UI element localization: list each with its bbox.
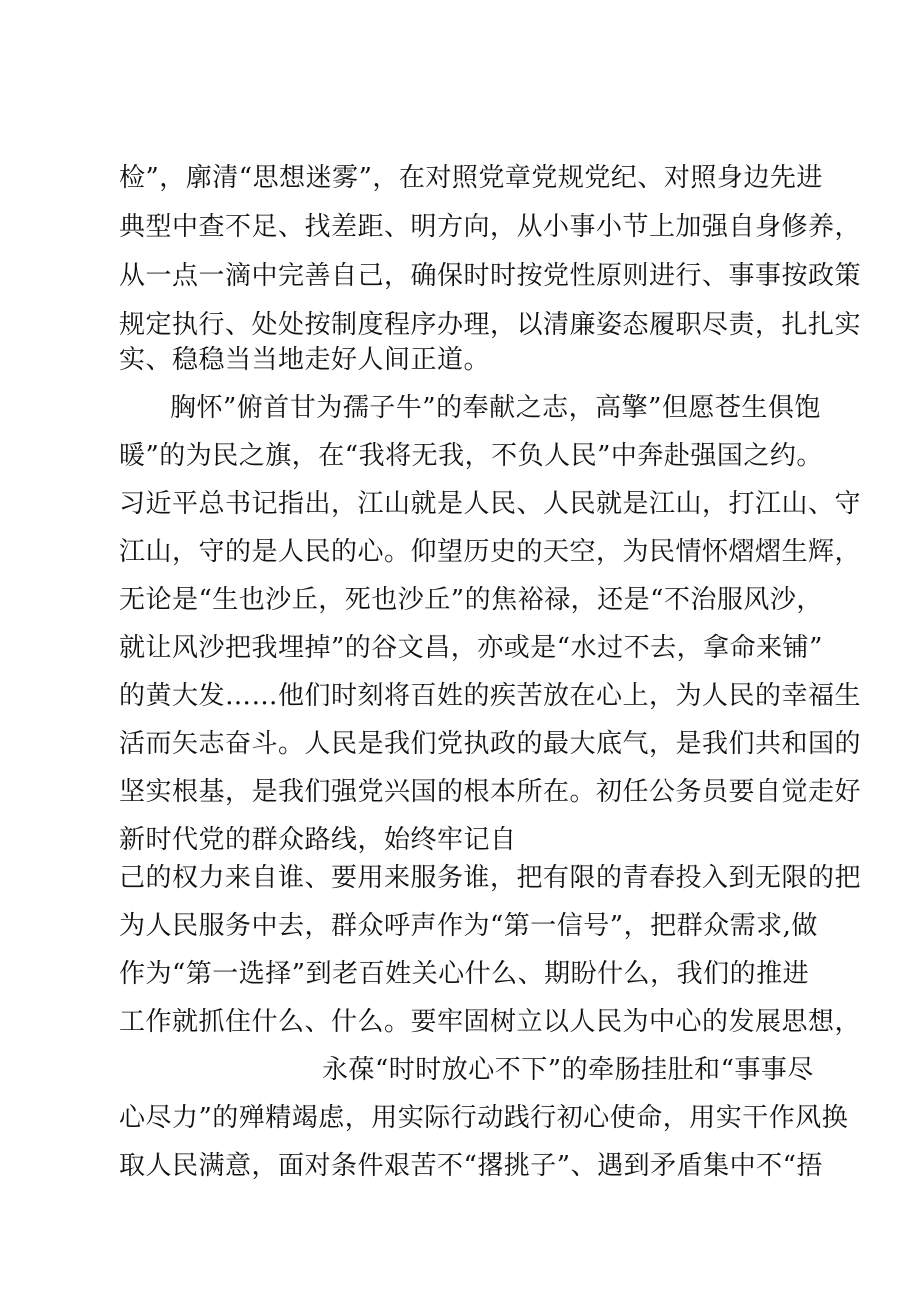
text-line: 就让风沙把我埋掉”的谷文昌，亦或是“水过不去，拿命来铺” [119, 633, 823, 663]
text-line: 的黄大发……他们时刻将百姓的疾苦放在心上，为人民的幸福生 [119, 681, 862, 711]
text-line: 工作就抓住什么、什么。要牢固树立以人民为中心的发展思想， [119, 1007, 862, 1037]
text-line: 暖”的为民之旗，在“我将无我，不负人民”中奔赴强国之约。 [119, 441, 823, 471]
text-line: 胸怀”俯首甘为孺子牛”的奉献之志，高擎”但愿苍生俱饱 [170, 393, 821, 423]
text-line: 典型中查不足、找差距、明方向，从小事小节上加强自身修养， [119, 212, 862, 242]
text-line: 习近平总书记指出，江山就是人民、人民就是江山，打江山、守 [119, 489, 862, 519]
text-line: 坚实根基，是我们强党兴国的根本所在。初任公务员要自觉走好 [119, 777, 862, 807]
text-line: 心尽力”的殚精竭虑，用实际行动践行初心使命，用实干作风换 [119, 1103, 849, 1133]
text-line: 规定执行、处处按制度程序办理，以清廉姿态履职尽责，扎扎实 [119, 310, 862, 340]
text-line: 己的权力来自谁、要用来服务谁，把有限的青春投入到无限的把 [119, 863, 862, 893]
text-line: 为人民服务中去，群众呼声作为“第一信号”，把群众需求,做 [119, 911, 818, 941]
text-line: 实、稳稳当当地走好人间正道。 [119, 345, 491, 375]
text-line: 检”，廓清“思想迷雾”，在对照党章党规党纪、对照身边先进 [119, 163, 823, 193]
text-line: 取人民满意，面对条件艰苦不“撂挑子”、遇到矛盾集中不“捂 [119, 1151, 823, 1181]
text-line: 从一点一滴中完善自己，确保时时按党性原则进行、事事按政策 [119, 261, 862, 291]
text-line: 江山，守的是人民的心。仰望历史的天空，为民情怀熠熠生辉， [119, 537, 862, 567]
text-line: 作为“第一选择”到老百姓关心什么、期盼什么，我们的推进 [119, 959, 810, 989]
text-line: 永葆“时时放心不下”的牵肠挂肚和“事事尽 [322, 1055, 814, 1085]
text-line: 活而矢志奋斗。人民是我们党执政的最大底气，是我们共和国的 [119, 729, 862, 759]
text-line: 新时代党的群众路线，始终牢记自 [119, 825, 517, 855]
text-line: 无论是“生也沙丘，死也沙丘”的焦裕禄，还是“不治服风沙， [119, 585, 823, 615]
